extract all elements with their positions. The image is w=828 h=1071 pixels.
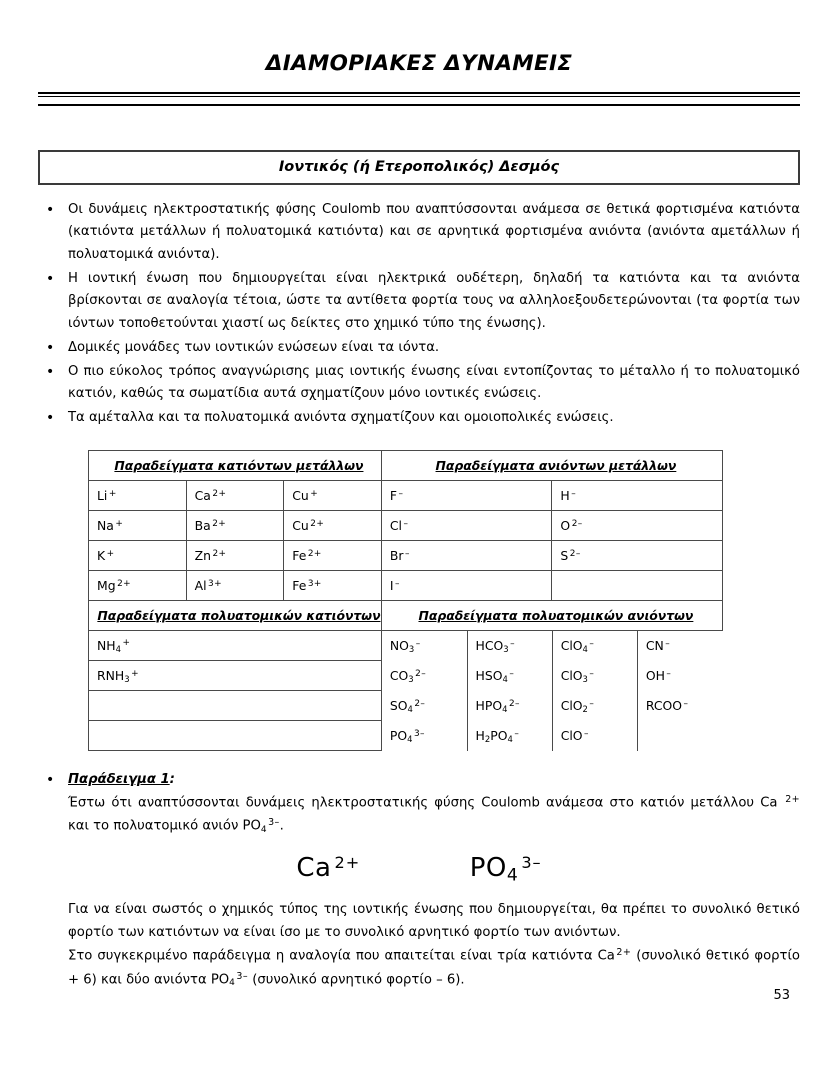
table-row: [89, 570, 723, 600]
ion-cell: Cu +: [284, 480, 382, 510]
ion-cell: Br –: [381, 540, 552, 570]
ion-cell: $NO_3$ –: [382, 631, 467, 661]
ion-cell: F –: [381, 480, 552, 510]
ion-cell: ClO –: [552, 721, 637, 751]
ion-cell: ClO$_4$ –: [552, 631, 637, 661]
ion-cell: $NH_4$ +: [89, 630, 382, 661]
ion-cell: [637, 721, 722, 751]
ion-cell: O $^{2-}$: [552, 510, 723, 540]
formula-anion: [469, 852, 542, 886]
ion-cell: Cl –: [381, 510, 552, 540]
ion-cell: Li +: [89, 480, 187, 510]
table-row: [89, 540, 723, 570]
example-title-colon: :: [169, 772, 175, 788]
formula-cation-charge: 2+: [334, 853, 361, 873]
ion-cell: ClO$_3$ –: [552, 661, 637, 691]
ion-cell: H –: [552, 480, 723, 510]
ion-cell: $RNH_3$ +: [89, 661, 382, 691]
table-row: [89, 661, 723, 691]
polyatomic-anion-group: [381, 630, 722, 661]
table-header-row: [89, 450, 723, 480]
title-divider-rule: [38, 92, 800, 106]
header-polyatomic-anions-label: Παραδείγματα πολυατομικών ανιόντων: [418, 607, 694, 623]
header-anions-metals-label: Παραδείγματα ανιόντων μετάλλων: [435, 457, 677, 473]
ion-cell: S $^{2-}$: [552, 540, 723, 570]
list-item: • Τα αμέταλλα και τα πολυατομικά ανιόντα σχηματίζουν και ομοιοπολικές ενώσεις.: [38, 407, 800, 430]
ion-cell: Al $^{3+}$: [186, 570, 284, 600]
page-title: ΔΙΑΜΟΡΙΑΚΕΣ ΔΥΝΑΜΕΙΣ: [265, 51, 573, 76]
example-block: [38, 769, 800, 839]
example-title: [68, 772, 175, 787]
ion-cell: Na +: [89, 510, 187, 540]
ion-cell: OH –: [637, 661, 722, 691]
list-item: • Η ιοντική ένωση που δημιουργείται είναι ηλεκτρικά ουδέτερη, δηλαδή τα κατιόντα και τα ανιόντα βρίσκονται σε αναλογία τέτοια, ώστε τα αντίθετα φορτία τους να αλληλοεξουδετερώνονται (τα φορτία των ιόντων τοποθετούνται χιαστί ως δείκτες στο χημικό τύπο της ένωσης).: [38, 268, 800, 336]
table-header-row: [89, 600, 723, 630]
ion-cell: [89, 691, 382, 721]
ion-examples-table-wrapper: [88, 450, 723, 752]
ion-cell: I –: [381, 570, 552, 600]
table-row: [89, 630, 723, 661]
ion-cell: $CO_3$ $^{2-}$: [382, 661, 467, 691]
table-row: [89, 721, 723, 751]
page-content: [38, 0, 800, 992]
polyatomic-anion-group: [381, 691, 722, 721]
table-row: [89, 691, 723, 721]
ion-cell: Mg $^{2+}$: [89, 570, 187, 600]
ion-cell: Fe $^{3+}$: [284, 570, 382, 600]
example-statement: Έστω ότι αναπτύσσονται δυνάμεις ηλεκτροστατικής φύσης Coulomb ανάμεσα στο κατιόν μετάλλου Ca $^{2+}$ και το πολυατομικό ανιόν $PO_4^{3-}$.: [68, 794, 800, 835]
header-polyatomic-cations: [89, 600, 382, 630]
example-explanation-1: Για να είναι σωστός ο χημικός τύπος της ιοντικής ένωσης που δημιουργείται, θα πρέπει το συνολικό θετικό φορτίο των κατιόντων να είναι ίσο με το συνολικό αρνητικό φορτίο των ανιόντων.: [68, 902, 800, 941]
header-anions-metals: [381, 450, 722, 480]
example-title-line: [68, 769, 800, 792]
ion-cell: $HSO_4$ –: [467, 661, 552, 691]
header-polyatomic-anions: [381, 600, 722, 630]
ion-cell: RCOO –: [637, 691, 722, 721]
formula-anion-symbol: PO: [469, 852, 507, 883]
header-polyatomic-cations-label: Παραδείγματα πολυατομικών κατιόντων: [97, 607, 381, 623]
ion-cell: $PO_4$ $^{3-}$: [382, 721, 467, 751]
ion-cell: $SO_4$ $^{2-}$: [382, 691, 467, 721]
polyatomic-anion-group: [381, 661, 722, 691]
intro-bullet-list: [38, 199, 800, 430]
header-cations-metals-label: Παραδείγματα κατιόντων μετάλλων: [114, 457, 364, 473]
ion-cell: Cu $^{2+}$: [284, 510, 382, 540]
page-number: 53: [773, 988, 790, 1003]
formula-cation-symbol: Ca: [296, 852, 332, 883]
example-explanation-2: Στο συγκεκριμένο παράδειγμα η αναλογία που απαιτείται είναι τρία κατιόντα Ca $^{2+}$ (συνολικό θετικό φορτίο + 6) και δύο ανιόντα $PO_4^{3-}$ (συνολικό αρνητικό φορτίο – 6).: [68, 947, 800, 988]
section-heading-box: [38, 150, 800, 185]
table-row: [89, 510, 723, 540]
ion-cell: Ba $^{2+}$: [186, 510, 284, 540]
list-item: • Οι δυνάμεις ηλεκτροστατικής φύσης Coulomb που αναπτύσσονται ανάμεσα σε θετικά φορτισμένα κατιόντα (κατιόντα μετάλλων ή πολυατομικά κατιόντα) και σε αρνητικά φορτισμένα ανιόντα (ανιόντα αμετάλλων ή πολυατομικά ανιόντα).: [38, 199, 800, 267]
ion-cell: $H_2PO_4$ –: [467, 721, 552, 751]
header-cations-metals: [89, 450, 382, 480]
ion-cell: $HPO_4$ $^{2-}$: [467, 691, 552, 721]
list-item: • Δομικές μονάδες των ιοντικών ενώσεων είναι τα ιόντα.: [38, 337, 800, 360]
ion-cell: K +: [89, 540, 187, 570]
list-item: • Ο πιο εύκολος τρόπος αναγνώρισης μιας ιοντικής ένωσης είναι εντοπίζοντας το μέταλλο ή το πολυατομικό κατιόν, καθώς τα σωματίδια αυτά σχηματίζουν μόνο ιοντικές ενώσεις.: [38, 361, 800, 406]
ion-cell: [552, 570, 723, 600]
ion-cell: Zn $^{2+}$: [186, 540, 284, 570]
ion-cell: ClO$_2$ –: [552, 691, 637, 721]
formula-anion-subscript: 4: [506, 865, 519, 886]
ion-cell: $HCO_3$ –: [467, 631, 552, 661]
formula-cation: [296, 853, 360, 883]
formula-anion-charge: 3–: [521, 853, 542, 873]
ion-formula-display: [38, 853, 800, 885]
ion-examples-table: [88, 450, 723, 752]
ion-cell: Ca $^{2+}$: [186, 480, 284, 510]
example-title-text: Παράδειγμα 1: [68, 772, 170, 788]
ion-cell: Fe $^{2+}$: [284, 540, 382, 570]
section-heading-text: Ιοντικός (ή Ετεροπολικός) Δεσμός: [278, 159, 560, 176]
polyatomic-anion-group: [381, 721, 722, 751]
ion-cell: [89, 721, 382, 751]
ion-cell: CN –: [637, 631, 722, 661]
table-row: [89, 480, 723, 510]
